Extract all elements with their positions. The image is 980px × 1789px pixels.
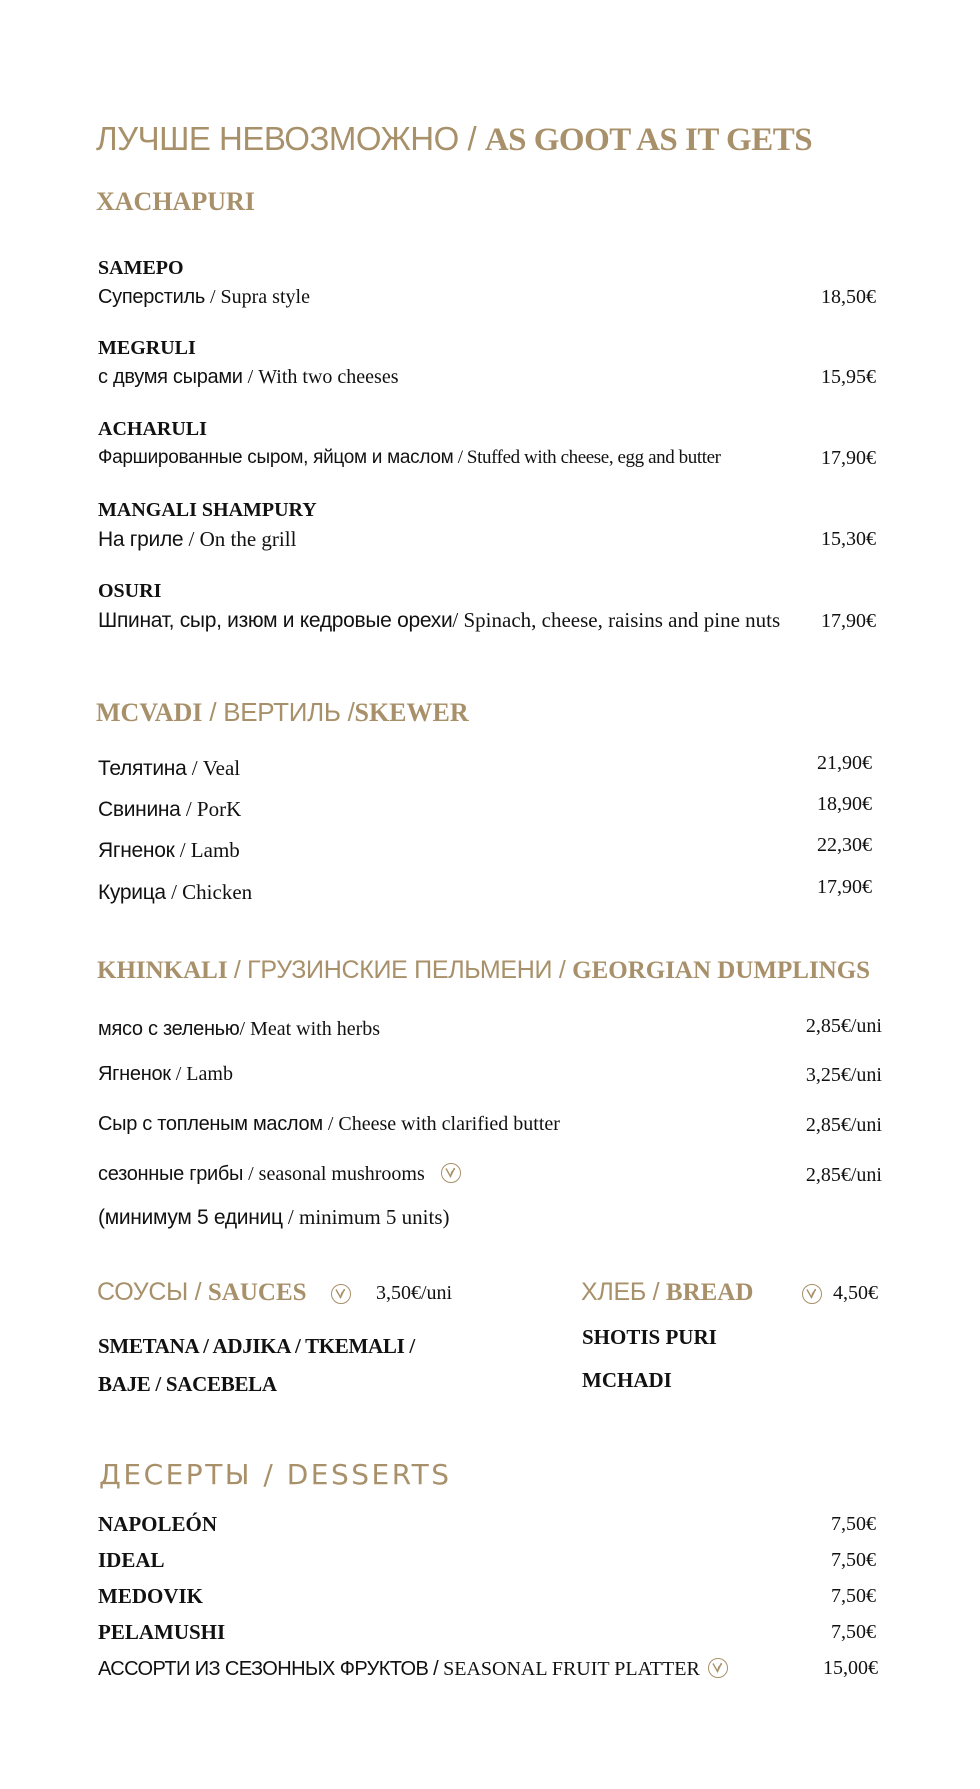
menu-item-name: SAMEPO — [98, 257, 184, 279]
menu-item-description: сезонные грибы / seasonal mushrooms — [98, 1160, 461, 1188]
menu-item-price: 2,85€/uni — [805, 1114, 882, 1136]
section-heading-xachapuri: XACHAPURI — [96, 187, 255, 216]
section-heading-sauces: СОУСЫ / SAUCES — [97, 1278, 307, 1306]
menu-item-description: Телятина / Veal — [98, 756, 241, 780]
dessert-item-price: 7,50€ — [831, 1621, 876, 1643]
page-title — [96, 120, 812, 159]
menu-item-price: 17,90€ — [821, 447, 876, 469]
menu-item-price: 17,90€ — [821, 610, 876, 632]
menu-item-description: с двумя сырами / With two cheeses — [98, 366, 399, 388]
menu-item-description: Ягненок / Lamb — [98, 1063, 233, 1085]
menu-item-price: 15,30€ — [821, 528, 876, 550]
dessert-fruit-platter: АССОРТИ ИЗ СЕЗОННЫХ ФРУКТОВ / SEASONAL FRUIT PLATTER — [98, 1655, 728, 1683]
menu-item-description: Ягненок / Lamb — [98, 838, 240, 862]
menu-item-price: 21,90€ — [817, 752, 872, 774]
vegetarian-icon — [331, 1284, 351, 1304]
menu-item-price: 2,85€/uni — [805, 1015, 882, 1037]
menu-item-description: Шпинат, сыр, изюм и кедровые орехи/ Spinach, cheese, raisins and pine nuts — [98, 608, 781, 632]
vegetarian-icon — [802, 1284, 822, 1304]
sauces-list-line: SMETANA / ADJIKA / TKEMALI / — [98, 1334, 415, 1358]
dessert-item-price: 7,50€ — [831, 1549, 876, 1571]
vegetarian-icon — [708, 1658, 728, 1678]
menu-item-price: 17,90€ — [817, 876, 872, 898]
section-heading-desserts: ДЕСЕРТЫ / DESSERTS — [99, 1458, 452, 1491]
section-heading-bread: ХЛЕБ / BREAD — [581, 1278, 754, 1306]
menu-item-name: ACHARULI — [98, 418, 207, 440]
bread-price: 4,50€ — [833, 1282, 878, 1304]
section-heading-khinkali: KHINKALI / ГРУЗИНСКИЕ ПЕЛЬМЕНИ / GEORGIAN DUMPLINGS — [97, 956, 871, 984]
menu-item-price: 15,95€ — [821, 366, 876, 388]
menu-item-description: На гриле / On the grill — [98, 527, 297, 551]
menu-item-price: 22,30€ — [817, 834, 872, 856]
khinkali-minimum-note: (минимум 5 единиц / minimum 5 units) — [98, 1205, 450, 1229]
menu-item-description: Фаршированные сыром, яйцом и маслом / Stuffed with cheese, egg and butter — [98, 447, 721, 468]
page-title-ru: ЛУЧШЕ НЕВОЗМОЖНО / — [96, 120, 485, 157]
bread-item: MCHADI — [582, 1368, 672, 1392]
menu-item-description: Свинина / PorK — [98, 797, 242, 821]
dessert-item-name: MEDOVIK — [98, 1584, 203, 1608]
menu-item-description: Курица / Chicken — [98, 880, 253, 904]
menu-item-description: Сыр с топленым маслом / Cheese with clarified butter — [98, 1113, 560, 1135]
menu-item-name: OSURI — [98, 580, 162, 602]
menu-item-description: мясо с зеленью/ Meat with herbs — [98, 1018, 381, 1040]
menu-item-price: 18,50€ — [821, 286, 876, 308]
vegetarian-icon — [441, 1163, 461, 1183]
dessert-item-name: IDEAL — [98, 1548, 165, 1572]
menu-item-name: MANGALI SHAMPURY — [98, 499, 317, 521]
dessert-item-price: 7,50€ — [831, 1513, 876, 1535]
menu-item-price: 18,90€ — [817, 793, 872, 815]
section-heading-mcvadi: MCVADI / ВЕРТИЛЬ /SKEWER — [96, 697, 469, 727]
sauces-price: 3,50€/uni — [376, 1282, 453, 1304]
menu-item-price: 3,25€/uni — [805, 1064, 882, 1086]
bread-item: SHOTIS PURI — [582, 1325, 717, 1349]
sauces-list-line: BAJE / SACEBELA — [98, 1372, 277, 1396]
dessert-item-price: 7,50€ — [831, 1585, 876, 1607]
dessert-item-price: 15,00€ — [823, 1657, 878, 1679]
menu-item-name: MEGRULI — [98, 337, 196, 359]
menu-item-description: Суперстиль / Supra style — [98, 286, 310, 308]
menu-item-price: 2,85€/uni — [805, 1164, 882, 1186]
dessert-item-name: NAPOLEÓN — [98, 1512, 218, 1536]
page-title-en: AS GOOT AS IT GETS — [484, 122, 813, 158]
dessert-item-name: PELAMUSHI — [98, 1620, 226, 1644]
